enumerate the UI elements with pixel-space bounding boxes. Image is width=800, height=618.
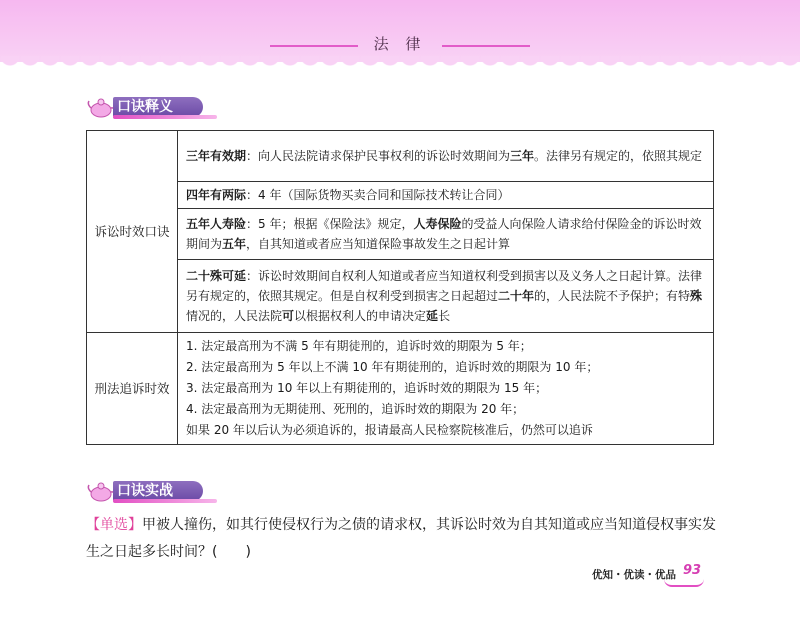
question-text: 甲被人撞伤，如其行使侵权行为之债的请求权，其诉讼时效为自其知道或应当知道侵权事实发生之日起多长时间？( ) — [86, 517, 716, 560]
table-row — [87, 182, 714, 209]
rule-text: 长 — [438, 309, 451, 323]
rule-text: ：4 年（国际货物买卖合同和国际技术转让合同） — [246, 188, 510, 202]
rule-text: 的受益人向保险人请求给付保险金的诉讼时效期间为 — [186, 217, 702, 251]
question-block — [86, 512, 716, 566]
rule-text: ：5 年；根据《保险法》规定， — [246, 217, 414, 231]
rule-keyword: 五年人寿险 — [186, 217, 247, 231]
table-row — [87, 333, 714, 445]
header-rule-left — [270, 45, 358, 47]
page-footer — [592, 565, 722, 587]
question-type-tag: 【单选】 — [86, 517, 142, 533]
row-label-criminal: 刑法追诉时效 — [87, 333, 178, 445]
rule-keyword: 殊 — [690, 289, 703, 303]
section-title: 口诀释义 — [117, 99, 173, 115]
rule-text: 情况的，人民法院 — [186, 309, 283, 323]
rule-text: ：诉讼时效期间自权利人知道或者应当知道权利受到损害以及义务人之日起计算。法律另有规定的，依照其规定。但是自权利受到损害之日起超过 — [186, 269, 703, 303]
section-heading-practice — [87, 478, 217, 504]
rule-text: ，自其知道或者应当知道保险事故发生之日起计算 — [246, 237, 511, 251]
rule-keyword: 二十年 — [498, 289, 535, 303]
rule-text: 的，人民法院不予保护；有特 — [534, 289, 691, 303]
list-item: 4. 法定最高刑为无期徒刑、死刑的，追诉时效的期限为 20 年； — [186, 402, 525, 416]
teapot-icon — [87, 95, 115, 119]
rule-keyword: 五年 — [222, 237, 247, 251]
summary-table — [86, 130, 714, 445]
table-cell — [178, 131, 714, 182]
rule-text: ：向人民法院请求保护民事权利的诉讼时效期间为 — [246, 149, 511, 163]
list-item: 2. 法定最高刑为 5 年以上不满 10 年有期徒刑的，追诉时效的期限为 10 年； — [186, 360, 599, 374]
table-row — [87, 131, 714, 182]
rule-text: 以根据权利人的申请决定 — [294, 309, 427, 323]
section-title: 口诀实战 — [117, 483, 173, 499]
section-swoosh — [113, 115, 217, 119]
rule-keyword: 三年有效期 — [186, 149, 247, 163]
page-title: 法 律 — [373, 35, 427, 53]
table-cell — [178, 209, 714, 260]
teapot-icon — [87, 479, 115, 503]
row-label-statute: 诉讼时效口诀 — [87, 131, 178, 333]
footer-slogan: 优知・优读・优品 — [592, 569, 676, 581]
rule-keyword: 二十殊可延 — [186, 269, 247, 283]
section-heading-explanation — [87, 94, 217, 120]
rule-keyword: 四年有两际 — [186, 188, 247, 202]
table-cell — [178, 182, 714, 209]
header-rule-right — [442, 45, 530, 47]
list-item: 3. 法定最高刑为 10 年以上有期徒刑的，追诉时效的期限为 15 年； — [186, 381, 548, 395]
table-cell — [178, 260, 714, 333]
rule-keyword: 人寿保险 — [413, 217, 462, 231]
rule-text: 。法律另有规定的，依照其规定 — [534, 149, 703, 163]
page-number: 93 — [683, 563, 702, 578]
footer-swirl — [664, 579, 704, 587]
list-item: 1. 法定最高刑为不满 5 年有期徒刑的，追诉时效的期限为 5 年； — [186, 339, 532, 353]
rule-keyword: 三年 — [510, 149, 535, 163]
rule-keyword: 可 — [282, 309, 295, 323]
header-scallop-edge — [0, 56, 800, 70]
table-cell — [178, 333, 714, 445]
section-swoosh — [113, 499, 217, 503]
table-row — [87, 260, 714, 333]
list-item: 如果 20 年以后认为必须追诉的，报请最高人民检察院核准后，仍然可以追诉 — [186, 423, 593, 437]
table-row — [87, 209, 714, 260]
rule-keyword: 延 — [426, 309, 439, 323]
